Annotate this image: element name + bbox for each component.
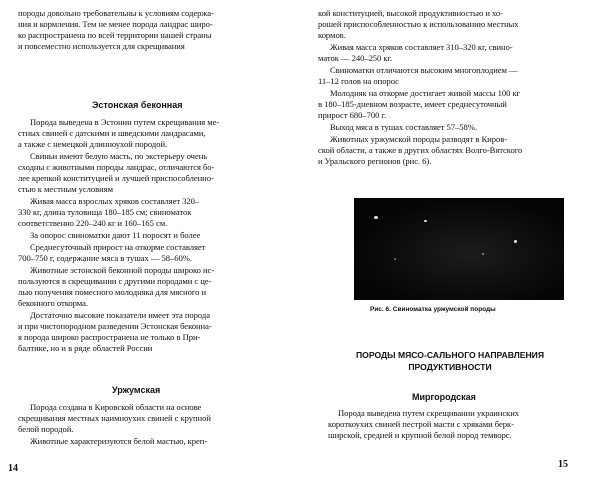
text-line: стных свиней с датскими и шведскими ландрасами, [18,128,206,138]
heading-urzhum: Уржумская [112,385,161,395]
text-line: ской области, а также в других областях Волго-Вятского [318,145,523,155]
text-line: лью получения помесного молодняка для мясного и [18,287,207,297]
text-line: и Уральского регионов (рис. 6). [318,156,432,166]
heading-mirgorod: Миргородская [412,392,476,402]
text-line: Молодняк на откорме достигает живой массы 100 кг [330,88,521,98]
text-line: маток — 240–250 кг. [318,53,393,63]
text-line: соответственно 220–240 кг и 160–165 см. [18,218,168,228]
text-line: Достаточно высокие показатели имеет эта порода [30,310,210,320]
text-line: в 180–185-дневном возрасте, имеет среднесуточный [318,99,507,109]
text-line: я порода широко распространена не только в При- [18,332,201,342]
text-line: беконного откорма. [18,298,88,308]
text-line: Животные эстонской беконной породы широко ис- [30,265,215,275]
text-line: Живая масса хряков составляет 310–320 кг, свино- [330,42,513,52]
text-line: кормов. [318,30,346,40]
text-line: Свиньи имеют белую масть, по экстерьеру очень [30,151,208,161]
text-line: стью к местным условиям [18,184,113,194]
text-line: Порода выведена в Эстонии путем скрещивания ме- [30,117,220,127]
text-line: 330 кг, длина туловища 180–185 см; свиноматок [18,207,192,217]
text-line: балтике, но и в ряде областей России [18,343,153,353]
page-number: 14 [8,463,18,474]
section-heading: ПОРОДЫ МЯСО-САЛЬНОГО НАПРАВЛЕНИЯ [355,350,545,360]
text-line: рошей приспособленностью к использованию местных [318,19,519,29]
text-line: ко распространена по всей территории нашей страны [18,30,212,40]
text-line: скрещивания местных наимноухих свиней с крупной [18,413,211,423]
text-line: Свиноматки отличаются высоким многоплодием — [330,65,518,75]
text-line: и при чистопородном разведении Эстонская беконна- [18,321,212,331]
text-line: Живая масса взрослых хряков составляет 320– [30,196,200,206]
text-line: Выход мяса в тушах составляет 57–58%. [330,122,478,132]
text-line: ширской, средней и крупной белой пород темворс. [328,430,512,440]
text-line: породы довольно требовательны к условиям содержа- [18,8,214,18]
text-line: 11–12 голов на опорос [318,76,399,86]
heading-estonian: Эстонская беконная [92,100,183,110]
figure-caption: Рис. 6. Свиноматка уржумской породы [370,306,496,313]
text-line: лее крепкой конституцией и лучшей приспособленно- [18,173,214,183]
text-line: белой породой. [18,424,74,434]
text-line: Порода создана в Кировской области на основе [30,402,202,412]
text-line: короткоухих свиней пестрой масти с хряками берк- [328,419,514,429]
text-line: и повсеместно используется для скрещивания [18,41,185,51]
sow-photo [354,198,564,300]
text-line: сходны с животными породы ландрас, отличаются бо- [18,162,215,172]
text-line: пользуются в скрещивании с другими породами с це- [18,276,212,286]
text-line: 700–750 г, содержание мяса в тушах — 58–60%. [18,253,192,263]
text-line: Среднесуточный прирост на откорме составляет [30,242,206,252]
text-line: а также с немецкой длинноухой породой. [18,139,168,149]
text-line: Порода выведена путем скрещивании украинских [338,408,520,418]
text-line: ния и кормления. Тем не менее порода ландрас широ- [18,19,213,29]
text-line: За опорос свиноматки дают 11 поросят и более [30,230,201,240]
text-line: кой конституцией, высокой продуктивностью и хо- [318,8,503,18]
text-line: Животные характеризуются белой мастью, креп- [30,436,208,446]
section-heading: ПРОДУКТИВНОСТИ [408,362,492,372]
page-number: 15 [558,459,568,470]
text-line: Животных уржумской породы разводят в Киров- [330,134,508,144]
text-line: прирост 680–700 г. [318,110,387,120]
